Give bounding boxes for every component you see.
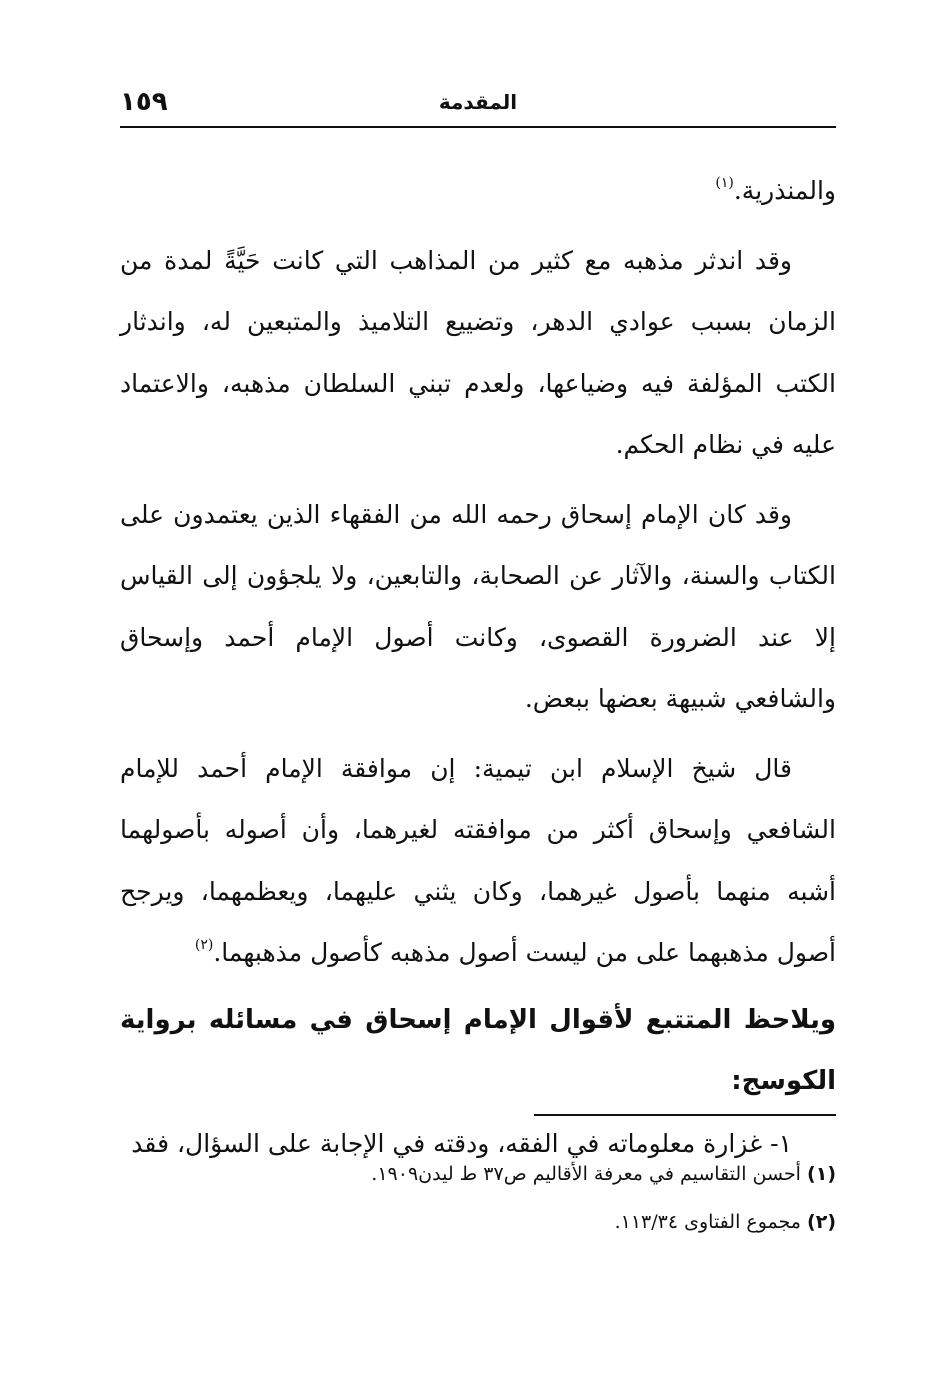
- page-header: [120, 84, 836, 124]
- paragraph-4: [120, 738, 836, 984]
- main-text: [120, 160, 836, 1174]
- footnote-2-text: مجموع الفتاوى ١١٣/٣٤.: [614, 1211, 801, 1233]
- footnotes: [120, 1150, 836, 1246]
- header-rule: [120, 126, 836, 128]
- running-title: المقدمة: [438, 90, 518, 114]
- paragraph-2: وقد اندثر مذهبه مع كثير من المذاهب التي كانت حَيَّةً لمدة من الزمان بسبب عوادي الدهر، وتضييع التلاميذ والمتبعين له، واندثار الكتب المؤلفة فيه وضياعها، ولعدم تبني السلطان مذهبه، والاعتماد عليه في نظام الحكم.: [120, 245, 836, 459]
- footnote-rule: [534, 1114, 836, 1116]
- page-number: ١٥٩: [120, 87, 168, 117]
- paragraph-3: وقد كان الإمام إسحاق رحمه الله من الفقهاء الذين يعتمدون على الكتاب والسنة، والآثار عن الصحابة، والتابعين، ولا يلجؤون إلى القياس إلا عند الضرورة القصوى، وكانت أصول الإمام أحمد وإسحاق والشافعي شبيهة بعضها ببعض.: [120, 499, 836, 713]
- footnote-2-number: (٢): [807, 1211, 836, 1233]
- footnote-2: [120, 1198, 836, 1246]
- footnote-1-text: أحسن التقاسيم في معرفة الأقاليم ص٣٧ ط ليدن١٩٠٩.: [371, 1163, 801, 1185]
- footnote-ref-1: (١): [715, 175, 734, 191]
- footnote-1-number: (١): [807, 1163, 836, 1185]
- section-heading: ويلاحظ المتتبع لأقوال الإمام إسحاق في مسائله برواية الكوسج:: [120, 1004, 836, 1096]
- footnote-ref-2: (٢): [194, 937, 214, 953]
- footnote-1: [120, 1150, 836, 1198]
- paragraph-5: ١- غزارة معلوماته في الفقه، ودقته في الإجابة على السؤال، فقد: [131, 1128, 792, 1158]
- paragraph-1: [120, 160, 836, 222]
- paragraph-1-text: والمنذرية.: [733, 176, 836, 205]
- paragraph-4-text: قال شيخ الإسلام ابن تيمية: إن موافقة الإمام أحمد للإمام الشافعي وإسحاق أكثر من موافقته لغيرهما، وأن أصوله بأصولهما أشبه منهما بأصول غيرهما، وكان يثني عليهما، ويعظمهما، ويرجح أصول مذهبهما على من ليست أصول مذهبه كأصول مذهبهما.: [120, 753, 836, 967]
